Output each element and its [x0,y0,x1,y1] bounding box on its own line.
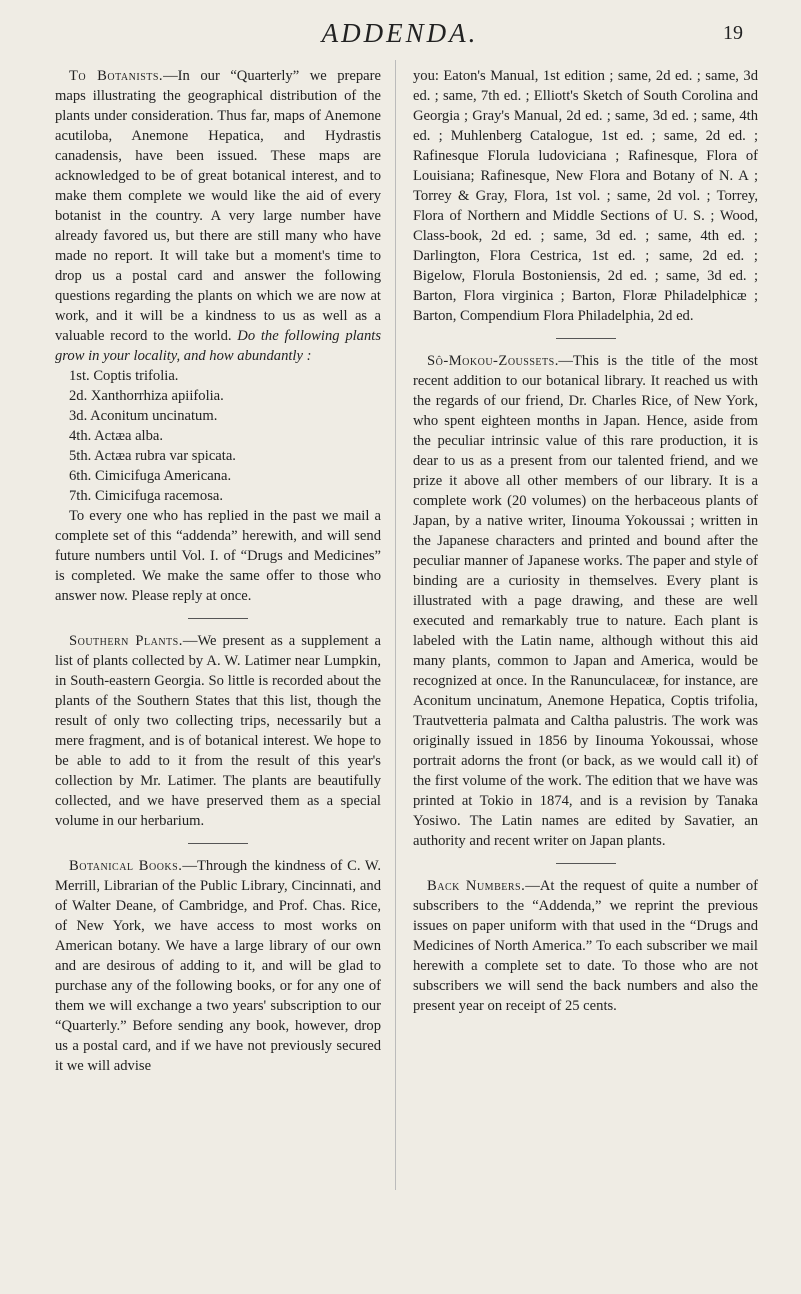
paragraph-body: —In our “Quarterly” we prepare maps illustrating the geographical distribution of the plants under consideration. Thus far, maps of Anemone acutiloba, Anemone Hepatica, and Hydrastis canadensis, have been issued. These maps are acknowledged to be of great botanical interest, and to make them complete we would like the aid of every botanist in the country. A very large number have already favored us, but there are still many who have made no report. It will take but a moment's time to drop us a postal card and answer the following questions regarding the plants on which we are now at work, and it will be a kindness to us as well as a valuable record to the world. [55,68,381,344]
section-heading: To Botanists. [69,68,164,84]
paragraph [413,876,758,1016]
list-item: 3d. Aconitum uncinatum. [69,408,218,424]
question-text: Do the following plants grow in your locality, and how abundantly : [55,328,382,364]
list-item: 5th. Actæa rubra var spicata. [69,448,236,464]
section-heading: Southern Plants. [69,633,183,649]
paragraph-continued: you: Eaton's Manual, 1st edition ; same, 2d ed. ; same, 3d ed. ; same, 7th ed. ; Elliott's Sketch of South Corolina and Georgia ; Gray's Manual, 2d ed. ; same, 3d ed. ; same, 4th ed. ; Muhlenberg Catalogue, 1st ed. ; same, 2d ed. ; Rafinesque Florula ludoviciana ; Rafinesque, Flora of Louisiana; Rafinesque, New Flora and Botany of N. A ; Torrey & Gray, Flora, 1st vol. ; same, 2d vol. ; Torrey, Flora of Northern and Middle Sections of U. S. ; Wood, Class-book, 2d ed. ; same, 3d ed. ; same, 4th ed. ; Darlington, Flora Cestrica, 1st ed. ; same, 2d ed. ; Bigelow, Florula Bostoniensis, 2d ed. ; same, 3d ed. ; Barton, Flora virginica ; Barton, Floræ Philadelphicæ ; Barton, Compendium Flora Philadelphia, 2d ed. [413,68,758,324]
right-column [413,66,758,1016]
section-rule [556,338,616,339]
section-rule [188,618,248,619]
paragraph-body: .—This is the title of the most recent addition to our botanical library. It reached us with the regards of our friend, Dr. Charles Rice, of New York, who spent eighteen months in Japan. Hence, aside from the peculiar intrinsic value of this rare production, it is dear to us as a present from our talented friend, and we prize it above all other members of our library. It is a complete work (20 volumes) on the herbaceous plants of Japan, by a native writer, Iinouma Yokoussai ; written in the Japanese characters and printed and bound after the peculiar manner of Japanese works. The paper and style of binding are a curiosity in themselves. Every plant is illustrated with a page drawing, and these are well executed and remarkably true to nature. Each plant is labeled with the Latin name, although without this aid many plants, common to Japan and America, would be recognized at once. In the Ranunculaceæ, for instance, are Aconitum uncinatum, Anemone Hepatica, Coptis trifolia, Trautvetteria palmata and Caltha palustris. The work was originally issued in 1856 by Iinouma Yokoussai, whose portrait adorns the front (or back, as we would call it) of the first volume of the work. The edition that we have was printed at Tokio in 1874, and is a revision by Tanaka Yosiwo. The Latin names are edited by Savatier, an authority and recent writer on Japan plants. [413,353,758,849]
paragraph-body: —Through the kindness of C. W. Merrill, Librarian of the Public Library, Cincinnati, and of Walter Deane, of Cambridge, and Prof. Chas. Rice, of New York, we have access to most works on American botany. We have a large library of our own and are desirous of adding to it, and will be glad to purchase any of the following books, or for any one of them we will exchange a two years' subscription to our “Quarterly.” Before sending any book, however, drop us a postal card, and if we have not previously secured it we will advise [55,858,382,1074]
list-item: 4th. Actæa alba. [69,428,164,444]
list-item: 2d. Xanthorrhiza apiifolia. [69,388,224,404]
section-southern-plants [55,631,381,831]
paragraph [413,351,758,851]
page-header [0,16,801,56]
section-back-numbers [413,876,758,1016]
paragraph-body: —We present as a supplement a list of plants collected by A. W. Latimer near Lumpkin, in South-eastern Georgia. So little is recorded about the plants of the Southern States that this list, though the result of only two collecting trips, necessarily but a mere fragment, and is of botanical interest. We hope to be able to add to it from the result of this year's collection by Mr. Latimer. The plants are beautifully collected, and we have preserved them as a special volume in our herbarium. [55,633,381,829]
section-botanists [55,66,381,606]
paragraph [55,66,381,366]
section-heading: Botanical Books. [69,858,183,874]
section-somoku-zoussets [413,351,758,851]
page-number: 19 [723,22,743,44]
list-item: 7th. Cimicifuga racemosa. [69,488,223,504]
plant-list [55,366,381,506]
section-heading: Sô-Mokou-Zoussets [427,353,555,369]
section-rule [556,863,616,864]
running-title: ADDENDA. [321,18,479,48]
paragraph: To every one who has replied in the past we mail a complete set of this “addenda” herewith, and will send future numbers until Vol. I. of “Drugs and Medicines” is completed. We make the same offer to those who answer now. Please reply at once. [55,508,381,604]
list-item: 6th. Cimicifuga Americana. [69,468,232,484]
paragraph [55,631,381,831]
left-column [55,66,381,1076]
section-rule [188,843,248,844]
list-item: 1st. Coptis trifolia. [69,368,179,384]
column-divider [395,60,396,1190]
paragraph-body: —At the request of quite a number of subscribers to the “Addenda,” we reprint the previous issues on paper uniform with that used in the “Drugs and Medicines of North America.” To each subscriber we mail herewith a complete set to date. To those who are not subscribers we will send the back numbers and also the present year on receipt of 25 cents. [413,878,759,1014]
section-heading: Back Numbers. [427,878,526,894]
section-botanical-books [55,856,381,1076]
paragraph [55,856,381,1076]
